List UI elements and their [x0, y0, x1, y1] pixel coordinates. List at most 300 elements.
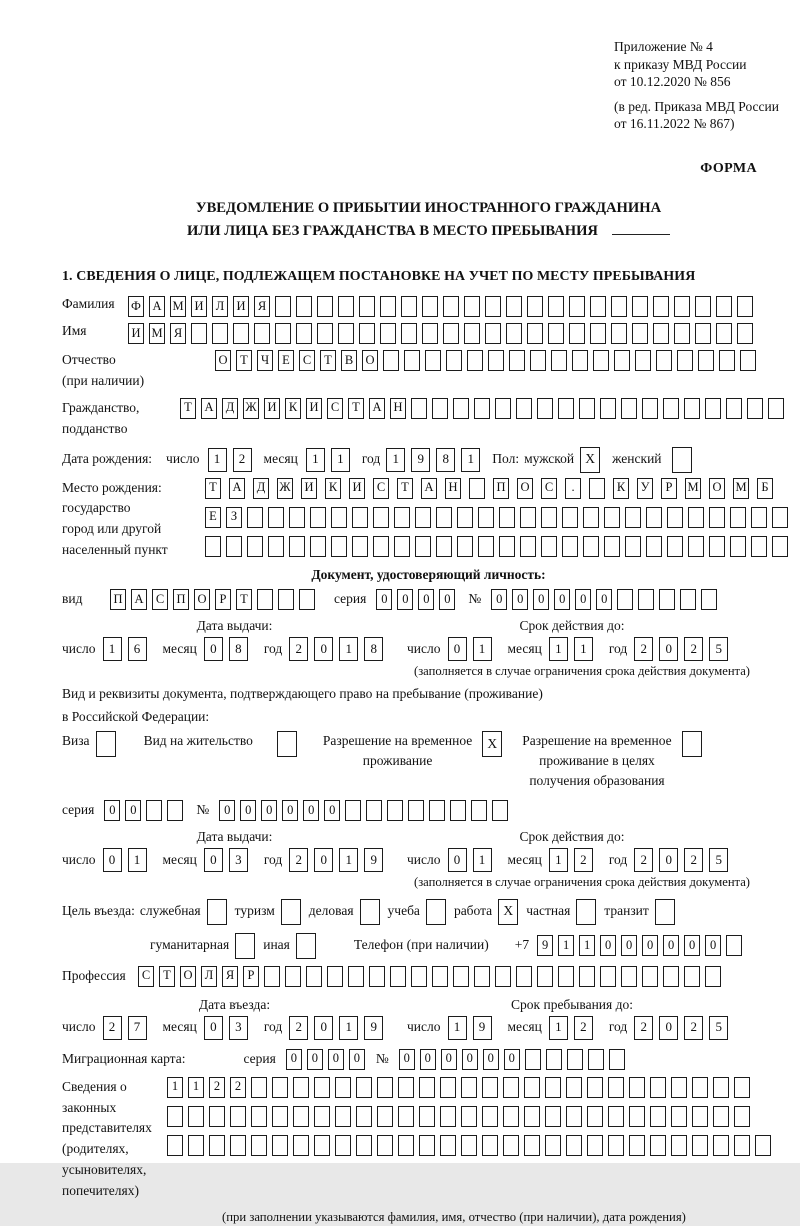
char-cell[interactable] — [394, 507, 410, 528]
char-cell[interactable] — [503, 1135, 519, 1156]
char-cell[interactable]: 0 — [307, 1049, 323, 1070]
char-cell[interactable] — [443, 323, 459, 344]
char-cell[interactable] — [608, 1077, 624, 1098]
char-cell[interactable] — [314, 1106, 330, 1127]
char-cell[interactable]: А — [149, 296, 165, 317]
char-cell[interactable]: 5 — [709, 637, 728, 661]
char-cell[interactable] — [411, 966, 427, 987]
char-cell[interactable] — [525, 1049, 541, 1070]
char-cell[interactable]: 1 — [167, 1077, 183, 1098]
char-cell[interactable] — [524, 1106, 540, 1127]
char-cell[interactable]: 2 — [230, 1077, 246, 1098]
char-cell[interactable] — [387, 800, 403, 821]
char-cell[interactable] — [306, 966, 322, 987]
char-cell[interactable] — [740, 350, 756, 371]
char-cell[interactable]: 2 — [634, 637, 653, 661]
char-cell[interactable] — [264, 966, 280, 987]
char-cell[interactable]: 5 — [709, 848, 728, 872]
char-cell[interactable] — [650, 1077, 666, 1098]
char-cell[interactable]: 5 — [709, 1016, 728, 1040]
char-cell[interactable]: Л — [201, 966, 217, 987]
char-cell[interactable] — [377, 1077, 393, 1098]
char-cell[interactable] — [356, 1106, 372, 1127]
char-cell[interactable]: Ф — [128, 296, 144, 317]
char-cell[interactable]: 0 — [125, 800, 141, 821]
char-cell[interactable] — [737, 323, 753, 344]
char-cell[interactable] — [398, 1135, 414, 1156]
char-cell[interactable] — [293, 1077, 309, 1098]
char-cell[interactable] — [614, 350, 630, 371]
char-cell[interactable]: И — [301, 478, 317, 499]
char-cell[interactable] — [268, 536, 284, 557]
char-cell[interactable] — [663, 398, 679, 419]
char-cell[interactable] — [380, 323, 396, 344]
char-cell[interactable] — [293, 1106, 309, 1127]
char-cell[interactable]: 0 — [659, 637, 678, 661]
char-cell[interactable] — [285, 966, 301, 987]
char-cell[interactable] — [537, 966, 553, 987]
char-cell[interactable] — [650, 1106, 666, 1127]
char-cell[interactable] — [251, 1077, 267, 1098]
char-cell[interactable]: 0 — [219, 800, 235, 821]
char-cell[interactable] — [635, 350, 651, 371]
char-cell[interactable]: 2 — [684, 848, 703, 872]
char-cell[interactable] — [488, 350, 504, 371]
char-cell[interactable]: Д — [253, 478, 269, 499]
char-cell[interactable] — [457, 536, 473, 557]
char-cell[interactable] — [667, 536, 683, 557]
char-cell[interactable] — [289, 536, 305, 557]
char-cell[interactable]: 0 — [314, 1016, 333, 1040]
char-cell[interactable] — [209, 1106, 225, 1127]
char-cell[interactable] — [562, 507, 578, 528]
char-cell[interactable]: Н — [445, 478, 461, 499]
char-cell[interactable]: Ч — [257, 350, 273, 371]
char-cell[interactable] — [684, 966, 700, 987]
char-cell[interactable]: 2 — [634, 848, 653, 872]
char-cell[interactable] — [506, 296, 522, 317]
char-cell[interactable] — [377, 1135, 393, 1156]
char-cell[interactable]: 0 — [204, 637, 223, 661]
char-cell[interactable]: 2 — [289, 637, 308, 661]
char-cell[interactable]: М — [685, 478, 701, 499]
char-cell[interactable] — [257, 589, 273, 610]
char-cell[interactable] — [436, 507, 452, 528]
char-cell[interactable] — [251, 1106, 267, 1127]
char-cell[interactable] — [541, 536, 557, 557]
char-cell[interactable]: 0 — [204, 1016, 223, 1040]
char-cell[interactable] — [272, 1135, 288, 1156]
char-cell[interactable]: 0 — [204, 848, 223, 872]
char-cell[interactable] — [730, 536, 746, 557]
char-cell[interactable] — [671, 1135, 687, 1156]
char-cell[interactable] — [709, 536, 725, 557]
char-cell[interactable]: 0 — [554, 589, 570, 610]
char-cell[interactable]: Ж — [277, 478, 293, 499]
char-cell[interactable]: Р — [215, 589, 231, 610]
char-cell[interactable] — [590, 296, 606, 317]
char-cell[interactable] — [713, 1077, 729, 1098]
char-cell[interactable]: 0 — [621, 935, 637, 956]
char-cell[interactable]: 8 — [364, 637, 383, 661]
char-cell[interactable] — [751, 507, 767, 528]
char-cell[interactable] — [548, 296, 564, 317]
char-cell[interactable] — [453, 398, 469, 419]
char-cell[interactable] — [352, 507, 368, 528]
purpose-official-checkbox[interactable] — [207, 899, 227, 925]
char-cell[interactable]: 0 — [439, 589, 455, 610]
char-cell[interactable] — [348, 966, 364, 987]
char-cell[interactable] — [356, 1077, 372, 1098]
char-cell[interactable]: 0 — [349, 1049, 365, 1070]
char-cell[interactable] — [545, 1106, 561, 1127]
char-cell[interactable] — [359, 296, 375, 317]
char-cell[interactable] — [663, 966, 679, 987]
char-cell[interactable] — [474, 398, 490, 419]
char-cell[interactable]: С — [373, 478, 389, 499]
char-cell[interactable] — [356, 1135, 372, 1156]
char-cell[interactable]: Т — [397, 478, 413, 499]
char-cell[interactable]: 0 — [376, 589, 392, 610]
char-cell[interactable] — [247, 507, 263, 528]
char-cell[interactable] — [188, 1106, 204, 1127]
char-cell[interactable] — [730, 507, 746, 528]
char-cell[interactable]: 2 — [209, 1077, 225, 1098]
char-cell[interactable]: 2 — [574, 848, 593, 872]
char-cell[interactable] — [293, 1135, 309, 1156]
char-cell[interactable] — [587, 1135, 603, 1156]
char-cell[interactable] — [390, 966, 406, 987]
char-cell[interactable]: 0 — [261, 800, 277, 821]
char-cell[interactable] — [545, 1077, 561, 1098]
char-cell[interactable]: К — [613, 478, 629, 499]
char-cell[interactable]: 2 — [574, 1016, 593, 1040]
char-cell[interactable]: М — [733, 478, 749, 499]
char-cell[interactable] — [478, 507, 494, 528]
char-cell[interactable]: 0 — [663, 935, 679, 956]
char-cell[interactable] — [677, 350, 693, 371]
char-cell[interactable] — [205, 536, 221, 557]
char-cell[interactable] — [625, 536, 641, 557]
char-cell[interactable] — [709, 507, 725, 528]
char-cell[interactable] — [558, 966, 574, 987]
char-cell[interactable]: 0 — [491, 589, 507, 610]
char-cell[interactable]: 0 — [282, 800, 298, 821]
char-cell[interactable] — [380, 296, 396, 317]
char-cell[interactable]: А — [229, 478, 245, 499]
char-cell[interactable] — [608, 1106, 624, 1127]
temp-residence-permit-checkbox[interactable]: X — [482, 731, 502, 757]
char-cell[interactable] — [524, 1135, 540, 1156]
char-cell[interactable] — [524, 1077, 540, 1098]
char-cell[interactable]: Е — [205, 507, 221, 528]
char-cell[interactable]: 1 — [549, 848, 568, 872]
char-cell[interactable]: 2 — [103, 1016, 122, 1040]
residence-permit-checkbox[interactable] — [277, 731, 297, 757]
char-cell[interactable]: 0 — [462, 1049, 478, 1070]
char-cell[interactable] — [278, 589, 294, 610]
char-cell[interactable] — [373, 507, 389, 528]
female-checkbox[interactable] — [672, 447, 692, 473]
char-cell[interactable] — [530, 350, 546, 371]
char-cell[interactable]: 8 — [436, 448, 455, 472]
char-cell[interactable] — [642, 966, 658, 987]
char-cell[interactable] — [680, 589, 696, 610]
char-cell[interactable] — [625, 507, 641, 528]
char-cell[interactable] — [436, 536, 452, 557]
char-cell[interactable] — [495, 398, 511, 419]
char-cell[interactable]: 1 — [188, 1077, 204, 1098]
char-cell[interactable] — [551, 350, 567, 371]
char-cell[interactable]: 0 — [314, 848, 333, 872]
char-cell[interactable]: Т — [180, 398, 196, 419]
char-cell[interactable] — [212, 323, 228, 344]
char-cell[interactable] — [621, 398, 637, 419]
char-cell[interactable] — [251, 1135, 267, 1156]
char-cell[interactable]: 0 — [397, 589, 413, 610]
char-cell[interactable] — [567, 1049, 583, 1070]
char-cell[interactable] — [432, 966, 448, 987]
char-cell[interactable] — [566, 1106, 582, 1127]
char-cell[interactable] — [401, 296, 417, 317]
char-cell[interactable] — [747, 398, 763, 419]
char-cell[interactable] — [461, 1106, 477, 1127]
char-cell[interactable]: А — [421, 478, 437, 499]
char-cell[interactable] — [254, 323, 270, 344]
char-cell[interactable] — [408, 800, 424, 821]
char-cell[interactable] — [272, 1077, 288, 1098]
purpose-business-checkbox[interactable] — [360, 899, 380, 925]
char-cell[interactable] — [716, 323, 732, 344]
char-cell[interactable] — [692, 1106, 708, 1127]
char-cell[interactable] — [373, 536, 389, 557]
char-cell[interactable]: 0 — [104, 800, 120, 821]
char-cell[interactable] — [653, 323, 669, 344]
char-cell[interactable] — [314, 1077, 330, 1098]
purpose-tourism-checkbox[interactable] — [281, 899, 301, 925]
purpose-private-checkbox[interactable] — [576, 899, 596, 925]
char-cell[interactable] — [317, 296, 333, 317]
char-cell[interactable]: 3 — [229, 848, 248, 872]
char-cell[interactable] — [289, 507, 305, 528]
char-cell[interactable] — [688, 507, 704, 528]
char-cell[interactable] — [579, 398, 595, 419]
char-cell[interactable] — [629, 1135, 645, 1156]
char-cell[interactable] — [629, 1077, 645, 1098]
char-cell[interactable] — [737, 296, 753, 317]
char-cell[interactable]: 0 — [596, 589, 612, 610]
char-cell[interactable]: А — [369, 398, 385, 419]
char-cell[interactable] — [446, 350, 462, 371]
purpose-study-checkbox[interactable] — [426, 899, 446, 925]
char-cell[interactable] — [317, 323, 333, 344]
char-cell[interactable] — [440, 1135, 456, 1156]
char-cell[interactable] — [588, 1049, 604, 1070]
char-cell[interactable] — [653, 296, 669, 317]
char-cell[interactable] — [419, 1106, 435, 1127]
char-cell[interactable] — [485, 296, 501, 317]
char-cell[interactable] — [419, 1077, 435, 1098]
char-cell[interactable]: Т — [320, 350, 336, 371]
char-cell[interactable]: 1 — [306, 448, 325, 472]
char-cell[interactable]: . — [565, 478, 581, 499]
char-cell[interactable] — [335, 1106, 351, 1127]
char-cell[interactable]: Я — [222, 966, 238, 987]
char-cell[interactable]: И — [349, 478, 365, 499]
char-cell[interactable] — [398, 1077, 414, 1098]
char-cell[interactable] — [331, 507, 347, 528]
char-cell[interactable] — [587, 1106, 603, 1127]
char-cell[interactable] — [443, 296, 459, 317]
char-cell[interactable] — [590, 323, 606, 344]
char-cell[interactable] — [467, 350, 483, 371]
purpose-humanitarian-checkbox[interactable] — [235, 933, 255, 959]
char-cell[interactable] — [377, 1106, 393, 1127]
char-cell[interactable] — [469, 478, 485, 499]
char-cell[interactable] — [609, 1049, 625, 1070]
char-cell[interactable] — [558, 398, 574, 419]
char-cell[interactable]: О — [517, 478, 533, 499]
char-cell[interactable] — [335, 1135, 351, 1156]
char-cell[interactable] — [688, 536, 704, 557]
char-cell[interactable] — [429, 800, 445, 821]
char-cell[interactable]: О — [180, 966, 196, 987]
char-cell[interactable]: П — [110, 589, 126, 610]
char-cell[interactable]: О — [215, 350, 231, 371]
char-cell[interactable] — [327, 966, 343, 987]
char-cell[interactable]: Т — [236, 589, 252, 610]
char-cell[interactable] — [338, 323, 354, 344]
char-cell[interactable]: Т — [236, 350, 252, 371]
char-cell[interactable]: 0 — [575, 589, 591, 610]
char-cell[interactable] — [569, 296, 585, 317]
char-cell[interactable]: У — [637, 478, 653, 499]
char-cell[interactable] — [419, 1135, 435, 1156]
char-cell[interactable] — [247, 536, 263, 557]
char-cell[interactable]: Д — [222, 398, 238, 419]
char-cell[interactable] — [734, 1135, 750, 1156]
char-cell[interactable] — [272, 1106, 288, 1127]
char-cell[interactable]: В — [341, 350, 357, 371]
char-cell[interactable] — [583, 536, 599, 557]
char-cell[interactable] — [310, 507, 326, 528]
char-cell[interactable] — [516, 966, 532, 987]
char-cell[interactable] — [692, 1077, 708, 1098]
char-cell[interactable]: 0 — [399, 1049, 415, 1070]
char-cell[interactable] — [671, 1077, 687, 1098]
char-cell[interactable] — [734, 1077, 750, 1098]
char-cell[interactable]: 2 — [289, 848, 308, 872]
char-cell[interactable] — [268, 507, 284, 528]
char-cell[interactable] — [461, 1135, 477, 1156]
char-cell[interactable] — [146, 800, 162, 821]
char-cell[interactable]: М — [149, 323, 165, 344]
char-cell[interactable] — [537, 398, 553, 419]
char-cell[interactable]: С — [152, 589, 168, 610]
char-cell[interactable]: 1 — [331, 448, 350, 472]
char-cell[interactable] — [383, 350, 399, 371]
char-cell[interactable] — [492, 800, 508, 821]
char-cell[interactable]: И — [128, 323, 144, 344]
char-cell[interactable] — [646, 536, 662, 557]
char-cell[interactable] — [569, 323, 585, 344]
char-cell[interactable]: Б — [757, 478, 773, 499]
char-cell[interactable]: И — [191, 296, 207, 317]
char-cell[interactable]: Т — [159, 966, 175, 987]
char-cell[interactable] — [734, 1106, 750, 1127]
char-cell[interactable]: Т — [205, 478, 221, 499]
char-cell[interactable]: 7 — [128, 1016, 147, 1040]
char-cell[interactable] — [499, 536, 515, 557]
char-cell[interactable]: 1 — [386, 448, 405, 472]
char-cell[interactable] — [546, 1049, 562, 1070]
char-cell[interactable]: 0 — [441, 1049, 457, 1070]
char-cell[interactable]: 9 — [411, 448, 430, 472]
char-cell[interactable]: 2 — [684, 637, 703, 661]
char-cell[interactable] — [299, 589, 315, 610]
char-cell[interactable]: 1 — [208, 448, 227, 472]
char-cell[interactable]: 0 — [642, 935, 658, 956]
char-cell[interactable]: 9 — [364, 1016, 383, 1040]
char-cell[interactable] — [394, 536, 410, 557]
char-cell[interactable] — [296, 296, 312, 317]
char-cell[interactable]: 0 — [103, 848, 122, 872]
char-cell[interactable] — [646, 507, 662, 528]
char-cell[interactable] — [608, 1135, 624, 1156]
char-cell[interactable] — [751, 536, 767, 557]
char-cell[interactable] — [713, 1106, 729, 1127]
char-cell[interactable]: 1 — [473, 637, 492, 661]
char-cell[interactable] — [713, 1135, 729, 1156]
char-cell[interactable]: Ж — [243, 398, 259, 419]
char-cell[interactable] — [772, 507, 788, 528]
char-cell[interactable] — [453, 966, 469, 987]
char-cell[interactable] — [482, 1106, 498, 1127]
char-cell[interactable] — [701, 589, 717, 610]
char-cell[interactable] — [422, 323, 438, 344]
char-cell[interactable] — [230, 1135, 246, 1156]
char-cell[interactable]: 1 — [579, 935, 595, 956]
char-cell[interactable] — [527, 323, 543, 344]
char-cell[interactable]: 0 — [418, 589, 434, 610]
char-cell[interactable]: Т — [348, 398, 364, 419]
char-cell[interactable]: С — [138, 966, 154, 987]
char-cell[interactable]: 1 — [339, 848, 358, 872]
char-cell[interactable]: 0 — [705, 935, 721, 956]
char-cell[interactable] — [600, 966, 616, 987]
char-cell[interactable]: 9 — [537, 935, 553, 956]
char-cell[interactable]: О — [709, 478, 725, 499]
char-cell[interactable] — [520, 536, 536, 557]
char-cell[interactable] — [167, 800, 183, 821]
char-cell[interactable] — [440, 1077, 456, 1098]
char-cell[interactable] — [583, 507, 599, 528]
char-cell[interactable] — [566, 1135, 582, 1156]
char-cell[interactable] — [485, 323, 501, 344]
char-cell[interactable] — [167, 1106, 183, 1127]
char-cell[interactable] — [509, 350, 525, 371]
char-cell[interactable] — [226, 536, 242, 557]
char-cell[interactable] — [527, 296, 543, 317]
char-cell[interactable] — [545, 1135, 561, 1156]
char-cell[interactable]: С — [541, 478, 557, 499]
char-cell[interactable] — [366, 800, 382, 821]
char-cell[interactable] — [432, 398, 448, 419]
char-cell[interactable] — [632, 323, 648, 344]
char-cell[interactable] — [695, 323, 711, 344]
char-cell[interactable] — [188, 1135, 204, 1156]
char-cell[interactable] — [772, 536, 788, 557]
